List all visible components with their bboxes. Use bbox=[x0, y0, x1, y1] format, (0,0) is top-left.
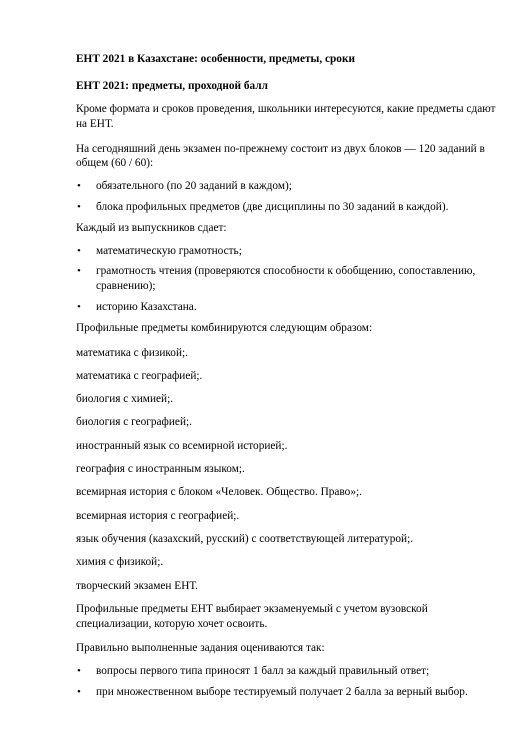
combo-line: биология с химией;. bbox=[76, 393, 174, 406]
section-heading: ЕНТ 2021: предметы, проходной балл bbox=[76, 80, 268, 92]
combo-line: математика с физикой;. bbox=[76, 346, 188, 359]
list-scoring bbox=[76, 664, 496, 700]
document-content bbox=[76, 52, 496, 706]
list-item: • математическую грамотность; bbox=[77, 244, 242, 257]
list-item: • при множественном выборе тестируемый получает 2 балла за верный выбор. bbox=[77, 686, 468, 699]
list-blocks bbox=[76, 179, 496, 215]
combo-line: всемирная история с географией;. bbox=[76, 509, 240, 522]
paragraph-each-graduate: Каждый из выпускников сдает: bbox=[76, 221, 227, 234]
paragraph-exam-structure: На сегодняшний день экзамен по-прежнему состоит из двух блоков — 120 заданий в общем (60 / 60): bbox=[76, 142, 485, 170]
combo-line: творческий экзамен ЕНТ. bbox=[76, 579, 198, 592]
bullet-icon: • bbox=[77, 180, 81, 193]
list-item: • вопросы первого типа приносят 1 балл за каждый правильный ответ; bbox=[77, 665, 430, 678]
paragraph-profile-choice: Профильные предметы ЕНТ выбирает экзаменуемый с учетом вузовской специализации, которую хочет освоить. bbox=[76, 602, 428, 630]
combo-line: иностранный язык со всемирной историей;. bbox=[76, 439, 288, 452]
bullet-icon: • bbox=[77, 686, 81, 699]
bullet-icon: • bbox=[77, 244, 81, 257]
list-item: • блока профильных предметов (две дисциплины по 30 заданий в каждой). bbox=[77, 200, 449, 213]
combo-line: биология с географией;. bbox=[76, 416, 192, 429]
combo-line: язык обучения (казахский, русский) с соответствующей литературой;. bbox=[76, 532, 414, 545]
list-item: • грамотность чтения (проверяются способности к обобщению, сопоставлению, сравнению); bbox=[77, 265, 476, 293]
document-title: ЕНТ 2021 в Казахстане: особенности, предметы, сроки bbox=[76, 53, 355, 65]
paragraph-combinations-intro: Профильные предметы комбинируются следующим образом: bbox=[76, 321, 373, 334]
paragraph-intro: Кроме формата и сроков проведения, школьники интересуются, какие предметы сдают на ЕНТ. bbox=[76, 103, 496, 130]
combo-line: химия с физикой;. bbox=[76, 556, 164, 569]
bullet-icon: • bbox=[77, 200, 81, 213]
list-item: • обязательного (по 20 заданий в каждом); bbox=[77, 180, 292, 193]
list-mandatory-subjects bbox=[76, 244, 496, 315]
list-item: • историю Казахстана. bbox=[77, 300, 197, 313]
combo-line: математика с географией;. bbox=[76, 369, 203, 382]
bullet-icon: • bbox=[77, 300, 81, 313]
bullet-icon: • bbox=[77, 665, 81, 678]
bullet-icon: • bbox=[77, 265, 81, 278]
combo-line: всемирная история с блоком «Человек. Общество. Право»;. bbox=[76, 486, 362, 499]
paragraph-scoring-intro: Правильно выполненные задания оцениваются так: bbox=[76, 642, 325, 655]
combo-line: география с иностранным языком;. bbox=[76, 463, 245, 476]
